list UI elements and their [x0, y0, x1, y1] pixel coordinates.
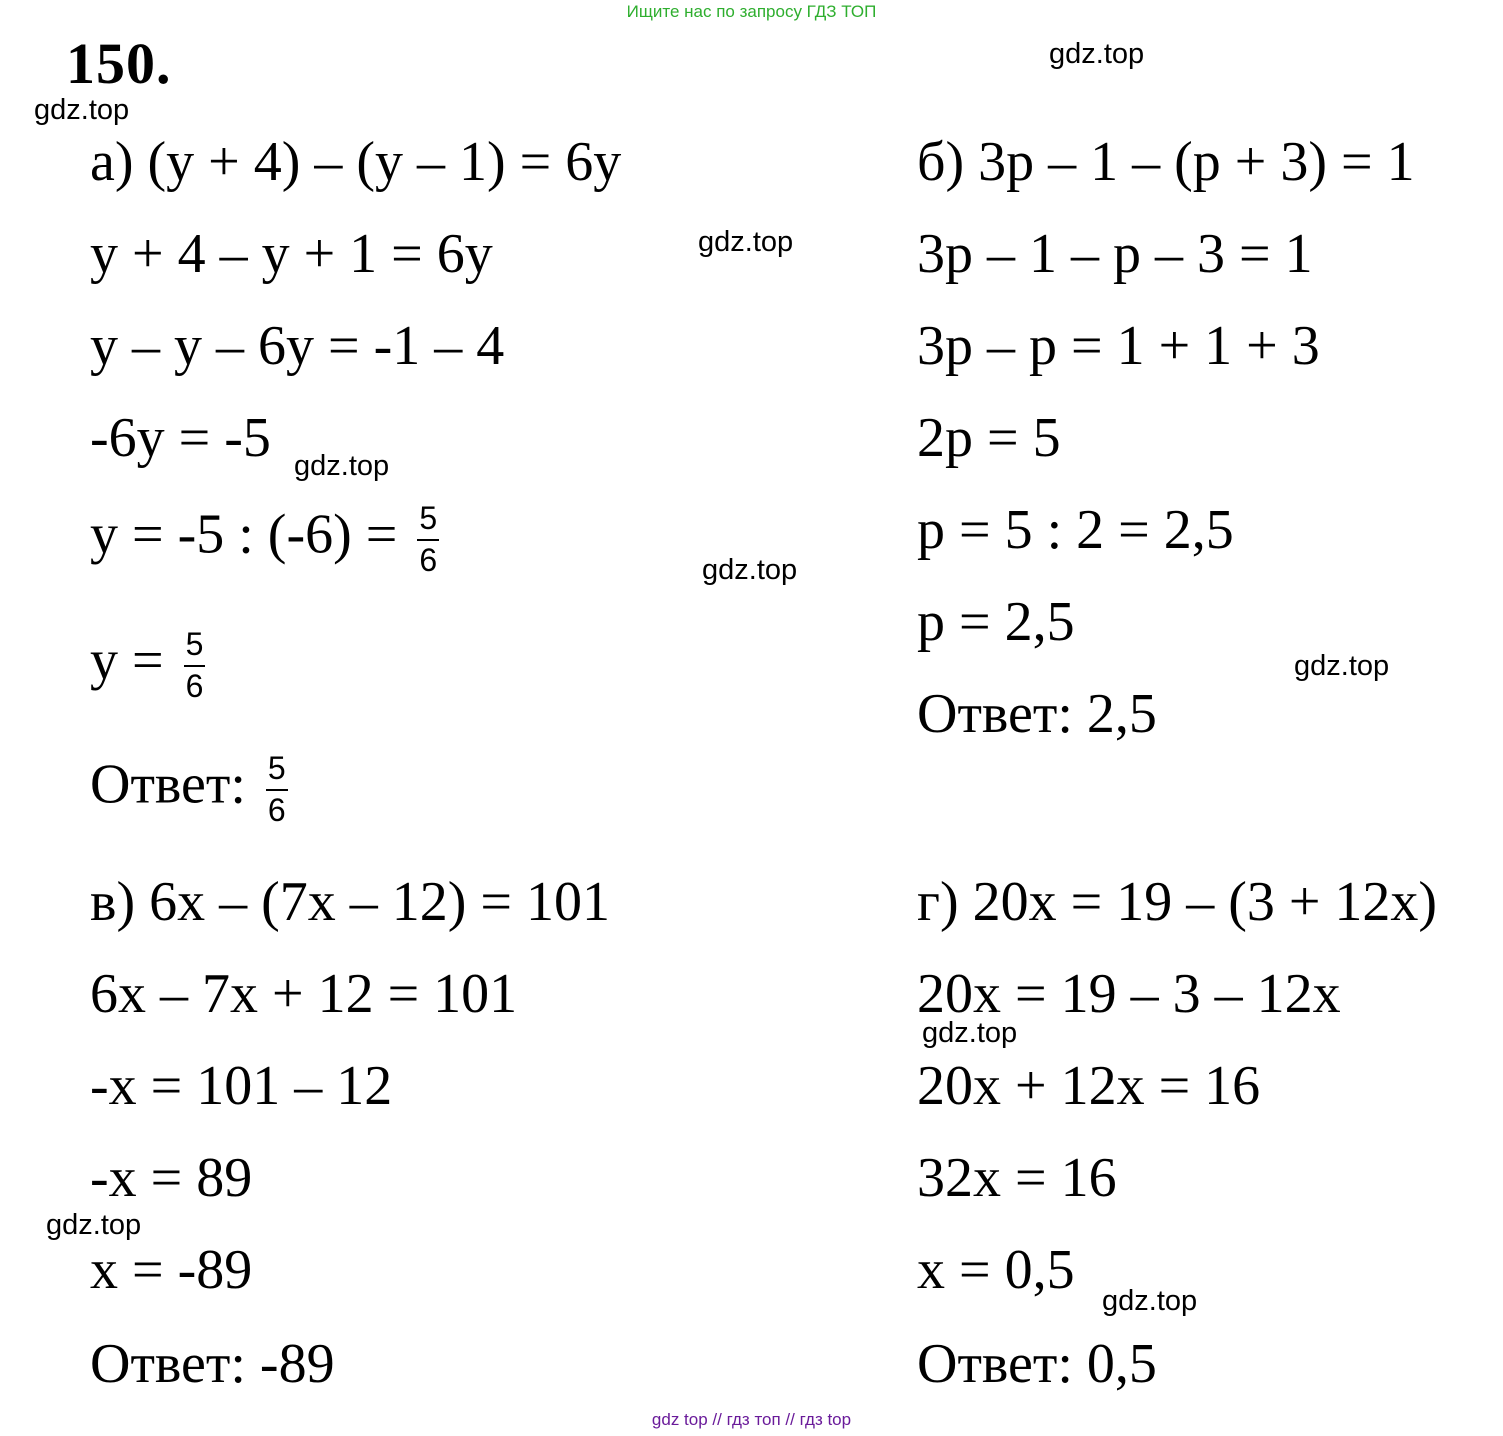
part-a-result-text: y = [90, 629, 178, 692]
part-a-equation: а) (y + 4) – (y – 1) = 6y [90, 131, 622, 193]
part-b-step: 2p = 5 [917, 407, 1061, 469]
part-a-step-text: y = -5 : (-6) = [90, 503, 412, 566]
part-b-step: 3p – 1 – p – 3 = 1 [917, 223, 1313, 285]
watermark: gdz.top [922, 1017, 1018, 1049]
watermark: gdz.top [1102, 1285, 1198, 1317]
part-b-step: 3p – p = 1 + 1 + 3 [917, 315, 1320, 377]
part-g-step: 20x = 19 – 3 – 12x [917, 963, 1341, 1025]
part-b-result: p = 2,5 [917, 591, 1075, 653]
part-a-result [90, 628, 205, 703]
part-b-step: p = 5 : 2 = 2,5 [917, 499, 1234, 561]
part-g-step: 32x = 16 [917, 1147, 1117, 1209]
watermark: gdz.top [34, 94, 130, 126]
fraction [184, 628, 206, 703]
fraction-numerator: 5 [184, 628, 206, 667]
top-banner[interactable]: Ищите нас по запросу ГДЗ ТОП [626, 2, 877, 21]
part-v-step: -x = 101 – 12 [90, 1055, 393, 1117]
fraction-denominator: 6 [267, 791, 286, 828]
part-g-answer: Ответ: 0,5 [917, 1333, 1157, 1395]
part-g-equation: г) 20x = 19 – (3 + 12x) [917, 871, 1438, 933]
part-g-step: 20x + 12x = 16 [917, 1055, 1261, 1117]
part-b-answer: Ответ: 2,5 [917, 683, 1157, 745]
task-number: 150. [66, 31, 172, 96]
part-a-step: y + 4 – y + 1 = 6y [90, 223, 493, 285]
part-v-step: -x = 89 [90, 1147, 253, 1209]
part-v-step: 6x – 7x + 12 = 101 [90, 963, 518, 1025]
footer-links[interactable]: gdz top // гдз топ // гдз top [651, 1410, 852, 1429]
part-a-step: -6y = -5 [90, 407, 271, 469]
watermark: gdz.top [294, 450, 390, 482]
part-a-answer-text: Ответ: [90, 753, 260, 816]
fraction [266, 752, 288, 827]
fraction [417, 502, 439, 577]
part-a-answer [90, 752, 288, 827]
fraction-denominator: 6 [419, 541, 438, 578]
part-v-equation: в) 6x – (7x – 12) = 101 [90, 871, 610, 933]
watermark: gdz.top [46, 1209, 142, 1241]
watermark: gdz.top [1049, 38, 1145, 70]
part-b-equation: б) 3p – 1 – (p + 3) = 1 [917, 131, 1415, 193]
fraction-denominator: 6 [185, 667, 204, 704]
part-a-step: y – y – 6y = -1 – 4 [90, 315, 505, 377]
part-a-step-fraction [90, 502, 439, 577]
part-v-result: x = -89 [90, 1239, 253, 1301]
watermark: gdz.top [702, 554, 798, 586]
fraction-numerator: 5 [417, 502, 439, 541]
part-v-answer: Ответ: -89 [90, 1333, 335, 1395]
fraction-numerator: 5 [266, 752, 288, 791]
watermark: gdz.top [1294, 650, 1390, 682]
part-g-result: x = 0,5 [917, 1239, 1075, 1301]
watermark: gdz.top [698, 226, 794, 258]
